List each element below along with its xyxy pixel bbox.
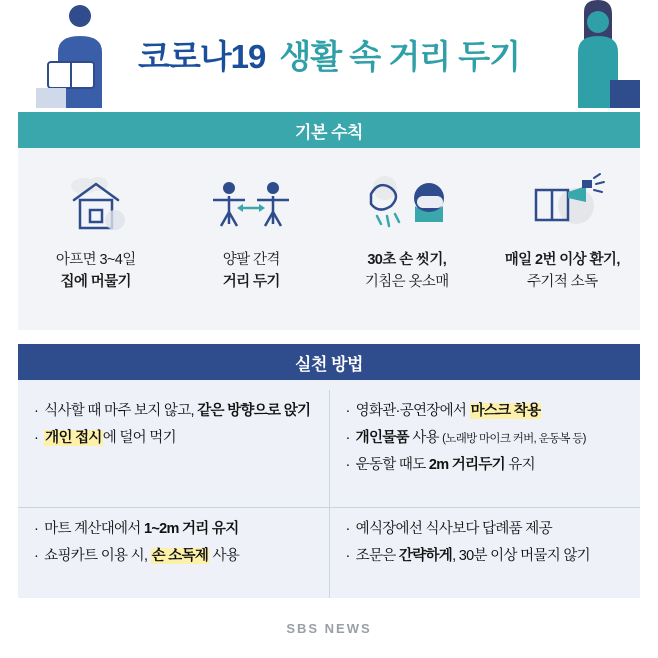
bullet-text (356, 427, 626, 450)
arms-distance-icon (174, 166, 330, 242)
practice-bullet (346, 427, 627, 450)
bullet-segment: , 30분 이상 머물지 않기 (452, 547, 590, 564)
bullet-text (356, 454, 626, 477)
practice-cell-venues (330, 390, 641, 507)
bullet-text (44, 400, 314, 423)
title-covid: 코로나19 (138, 37, 266, 75)
bullet-segment: (노래방 마이크 커버, 운동복 등) (442, 433, 586, 446)
handwash-cough-icon (329, 166, 485, 242)
rule-text (56, 250, 136, 294)
basic-rules-banner-label: 기본 수칙 (295, 122, 363, 142)
practice-bullet (346, 400, 627, 423)
bullet-text (356, 545, 626, 568)
basic-rules-panel (18, 148, 640, 330)
practice-bullet (34, 427, 315, 450)
bullet-segment: 유지 (504, 457, 535, 474)
bullet-dot-icon: · (34, 547, 39, 564)
basic-rules-banner (18, 112, 640, 148)
rule-item (485, 166, 641, 294)
bullet-segment: 사용 (209, 547, 240, 564)
rule-line2: 집에 머물기 (60, 273, 131, 290)
bullet-segment: 조문은 (355, 547, 399, 564)
bullet-segment: 영화관·공연장에서 (355, 403, 470, 419)
brand-logo: SBS NEWS (286, 620, 372, 636)
bullet-dot-icon: · (34, 520, 39, 537)
footer (0, 598, 658, 658)
rule-line2: 거리 두기 (222, 273, 280, 290)
bullet-dot-icon: · (34, 403, 39, 419)
practice-bullet (34, 518, 315, 541)
rule-text (365, 250, 449, 294)
header (0, 0, 658, 108)
bullet-segment: 으로 앉기 (253, 403, 311, 419)
bullet-segment: 2m 거리두기 (428, 457, 505, 474)
bullet-segment: 식사할 때 마주 보지 않고, (44, 403, 198, 419)
rule-line1: 양팔 간격 (222, 252, 280, 268)
bullet-segment: 에 덜어 먹기 (102, 430, 176, 447)
practice-row (18, 390, 640, 508)
bullet-segment: 예식장에선 식사보다 답례품 제공 (355, 520, 552, 537)
practice-bullet (34, 400, 315, 423)
rule-line2: 주기적 소독 (527, 273, 598, 290)
practice-banner-label: 실천 방법 (295, 354, 363, 374)
bullet-segment: 쇼핑카트 이용 시, (44, 547, 151, 564)
practice-bullet (346, 545, 627, 568)
rule-line1: 아프면 3~4일 (55, 252, 136, 268)
page-title (138, 31, 520, 78)
person-reading-icon (18, 0, 128, 108)
person-standing-icon (536, 0, 646, 108)
bullet-segment: 마스크 착용 (470, 403, 541, 419)
bullet-segment: 개인 접시 (45, 430, 102, 447)
bullet-dot-icon: · (345, 547, 350, 564)
bullet-text (356, 400, 626, 423)
bullet-dot-icon: · (345, 403, 350, 419)
bullet-segment: 마트 계산대에서 (44, 520, 144, 537)
rule-text (223, 250, 280, 294)
bullet-segment: 손 소독제 (151, 547, 209, 564)
title-distancing: 생활 속 거리 두기 (279, 37, 520, 75)
bullet-segment: 같은 방향 (197, 403, 254, 419)
bullet-segment: 간략하게 (398, 547, 453, 564)
rule-line1: 30초 손 씻기, (367, 252, 447, 268)
spray-window-icon (485, 166, 641, 242)
rule-line1: 매일 2번 이상 환기, (504, 252, 620, 268)
bullet-segment: 개인물품 (355, 430, 409, 447)
rule-item (329, 166, 485, 294)
bullet-segment: 사용 (408, 430, 443, 447)
bullet-dot-icon: · (345, 430, 350, 447)
bullet-dot-icon: · (345, 520, 350, 537)
rule-text (505, 250, 620, 294)
bullet-text (44, 518, 314, 541)
rule-line2: 기침은 옷소매 (364, 273, 449, 290)
bullet-segment: 운동할 때도 (355, 457, 429, 474)
bullet-segment: 1~2m 거리 유지 (143, 520, 239, 537)
practice-bullet (346, 518, 627, 541)
bullet-text (44, 427, 314, 450)
practice-banner (18, 344, 640, 380)
rule-item (18, 166, 174, 294)
bullet-text (356, 518, 626, 541)
bullet-dot-icon: · (345, 457, 350, 474)
house-icon (18, 166, 174, 242)
rule-item (174, 166, 330, 294)
practice-panel (18, 380, 640, 632)
bullet-dot-icon: · (34, 430, 39, 447)
practice-cell-dining (18, 390, 330, 507)
practice-bullet (34, 545, 315, 568)
bullet-text (44, 545, 314, 568)
practice-bullet (346, 454, 627, 477)
